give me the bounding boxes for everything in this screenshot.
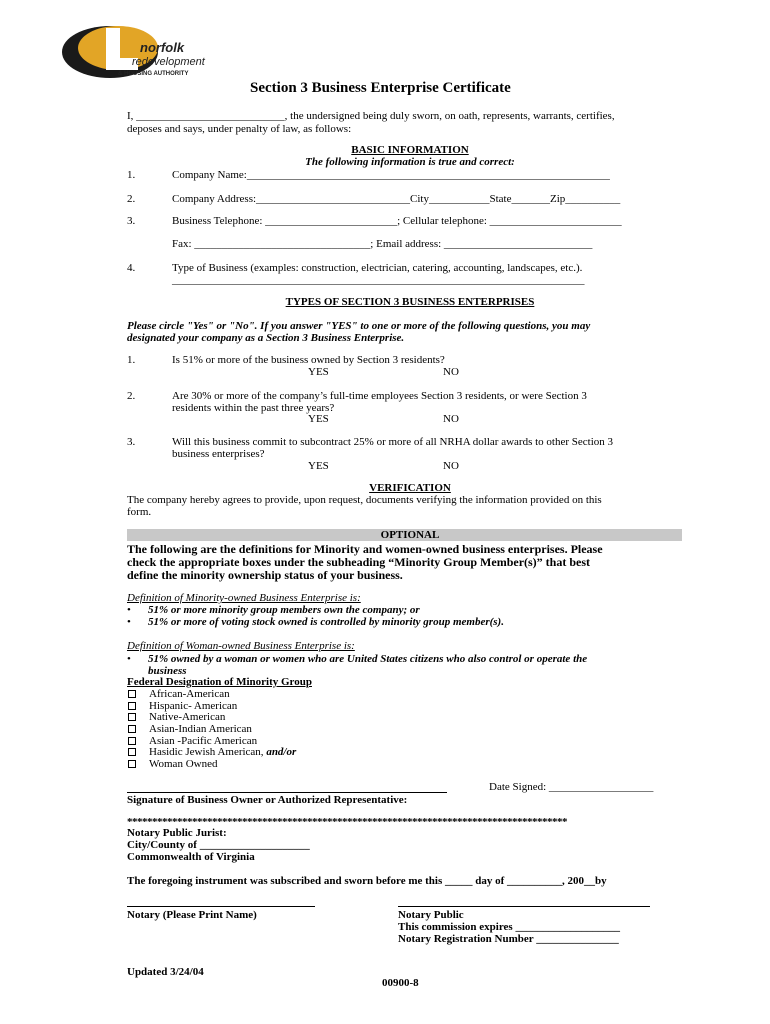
type-of-business-field[interactable]: ___________________________________________________________________________	[172, 274, 585, 286]
fax-email-field[interactable]: Fax: ________________________________; Email address: ___________________________	[172, 238, 593, 250]
types-instruction-line2: designated your company as a Section 3 Business Enterprise.	[127, 332, 405, 344]
question-2-number: 2.	[127, 390, 136, 402]
question-2-text-line1: Are 30% or more of the company’s full-time employees Section 3 residents, or were Section 3	[172, 390, 587, 402]
item-4-number: 4.	[127, 262, 136, 274]
optional-paragraph-line1: The following are the definitions for Minority and women-owned business enterprises. Please	[127, 542, 603, 556]
hasidic-jewish-american-checkbox[interactable]	[128, 748, 136, 756]
notary-registration-field[interactable]: Notary Registration Number _______________	[398, 933, 619, 945]
hasidic-jewish-american-label: Hasidic Jewish American, and/or	[149, 746, 297, 758]
asian-indian-american-checkbox[interactable]	[128, 725, 136, 733]
types-heading: TYPES OF SECTION 3 BUSINESS ENTERPRISES	[285, 296, 535, 308]
minority-bullet-1: 51% or more minority group members own the company; or	[148, 604, 420, 616]
asian-indian-american-label: Asian-Indian American	[149, 723, 252, 735]
bullet-icon: •	[127, 616, 131, 628]
women-bullet-line1: 51% owned by a woman or women who are United States citizens who also control or operate the	[148, 653, 588, 665]
optional-paragraph-line2: check the appropriate boxes under the subheading “Minority Group Member(s)” that best	[127, 555, 591, 569]
hispanic-american-label: Hispanic- American	[149, 700, 238, 712]
notary-print-name-label: Notary (Please Print Name)	[127, 909, 257, 921]
woman-owned-checkbox[interactable]	[128, 760, 136, 768]
question-1-no[interactable]: NO	[443, 366, 459, 378]
native-american-label: Native-American	[149, 711, 226, 723]
question-3-number: 3.	[127, 436, 136, 448]
date-signed-field[interactable]: Date Signed: ___________________	[489, 781, 654, 793]
question-1-yes[interactable]: YES	[308, 366, 329, 378]
verification-heading: VERIFICATION	[369, 482, 451, 494]
optional-heading: OPTIONAL	[380, 529, 440, 541]
question-2-yes[interactable]: YES	[308, 413, 329, 425]
types-instruction-line1: Please circle "Yes" or "No". If you answer "YES" to one or more of the following questions, you may	[127, 320, 591, 332]
federal-designation-heading: Federal Designation of Minority Group	[127, 676, 312, 688]
city-county-field[interactable]: City/County of ____________________	[127, 839, 310, 851]
notary-print-name-line[interactable]	[127, 906, 315, 907]
form-code: 00900-8	[382, 977, 419, 989]
question-2-text-line2: residents within the past three years?	[172, 402, 335, 414]
question-1-number: 1.	[127, 354, 136, 366]
logo-line2: redevelopment	[132, 56, 205, 68]
question-3-text-line1: Will this business commit to subcontract 25% or more of all NRHA dollar awards to other Section 3	[172, 436, 614, 448]
commission-expires-field[interactable]: This commission expires ___________________	[398, 921, 620, 933]
item-2-number: 2.	[127, 193, 136, 205]
optional-paragraph-line3: define the minority ownership status of your business.	[127, 568, 403, 582]
african-american-checkbox[interactable]	[128, 690, 136, 698]
question-3-no[interactable]: NO	[443, 460, 459, 472]
minority-definition-heading: Definition of Minority-owned Business Enterprise is:	[127, 592, 361, 604]
bullet-icon: •	[127, 604, 131, 616]
notary-public-label: Notary Public	[398, 909, 464, 921]
question-2-no[interactable]: NO	[443, 413, 459, 425]
woman-owned-label: Woman Owned	[149, 758, 218, 770]
intro-line1: I, ___________________________, the undersigned being duly sworn, on oath, represents, warrants, certifies,	[127, 110, 615, 122]
verification-line2: form.	[127, 506, 152, 518]
notary-public-line[interactable]	[398, 906, 650, 907]
type-of-business-label: Type of Business (examples: construction, electrician, catering, accounting, landscapes, etc.).	[172, 262, 583, 274]
question-1-text: Is 51% or more of the business owned by Section 3 residents?	[172, 354, 445, 366]
separator-stars: ****************************************************************************************	[127, 816, 567, 828]
logo-line3: & HOUSING AUTHORITY	[118, 71, 189, 77]
commonwealth-label: Commonwealth of Virginia	[127, 851, 255, 863]
updated-date: Updated 3/24/04	[127, 966, 204, 978]
asian-pacific-american-label: Asian -Pacific American	[149, 735, 258, 747]
women-definition-heading: Definition of Woman-owned Business Enterprise is:	[127, 640, 355, 652]
verification-line1: The company hereby agrees to provide, upon request, documents verifying the information provided on this	[127, 494, 602, 506]
minority-bullet-2: 51% or more of voting stock owned is controlled by minority group member(s).	[148, 616, 504, 628]
bullet-icon: •	[127, 653, 131, 665]
women-bullet-line2: business	[148, 665, 187, 677]
asian-pacific-american-checkbox[interactable]	[128, 737, 136, 745]
african-american-label: African-American	[149, 688, 230, 700]
company-name-field[interactable]: Company Name:__________________________________________________________________	[172, 169, 610, 181]
telephone-field[interactable]: Business Telephone: ________________________; Cellular telephone: ________________________	[172, 215, 622, 227]
signature-label: Signature of Business Owner or Authorized Representative:	[127, 794, 408, 806]
logo-line1: norfolk	[140, 40, 185, 55]
item-3-number: 3.	[127, 215, 136, 227]
signature-line[interactable]	[127, 792, 447, 793]
page-title: Section 3 Business Enterprise Certificate	[250, 80, 511, 96]
company-address-field[interactable]: Company Address:____________________________City___________State_______Zip__________	[172, 193, 621, 205]
sworn-statement: The foregoing instrument was subscribed and sworn before me this _____ day of __________, 200__by	[127, 875, 607, 887]
question-3-text-line2: business enterprises?	[172, 448, 265, 460]
housing-authority-logo	[58, 22, 208, 100]
intro-line2: deposes and says, under penalty of law, as follows:	[127, 123, 352, 135]
question-3-yes[interactable]: YES	[308, 460, 329, 472]
native-american-checkbox[interactable]	[128, 713, 136, 721]
basic-info-heading: BASIC INFORMATION	[351, 144, 469, 156]
notary-jurist: Notary Public Jurist:	[127, 827, 227, 839]
basic-info-subheading: The following information is true and correct:	[305, 156, 515, 168]
hispanic-american-checkbox[interactable]	[128, 702, 136, 710]
item-1-number: 1.	[127, 169, 136, 181]
